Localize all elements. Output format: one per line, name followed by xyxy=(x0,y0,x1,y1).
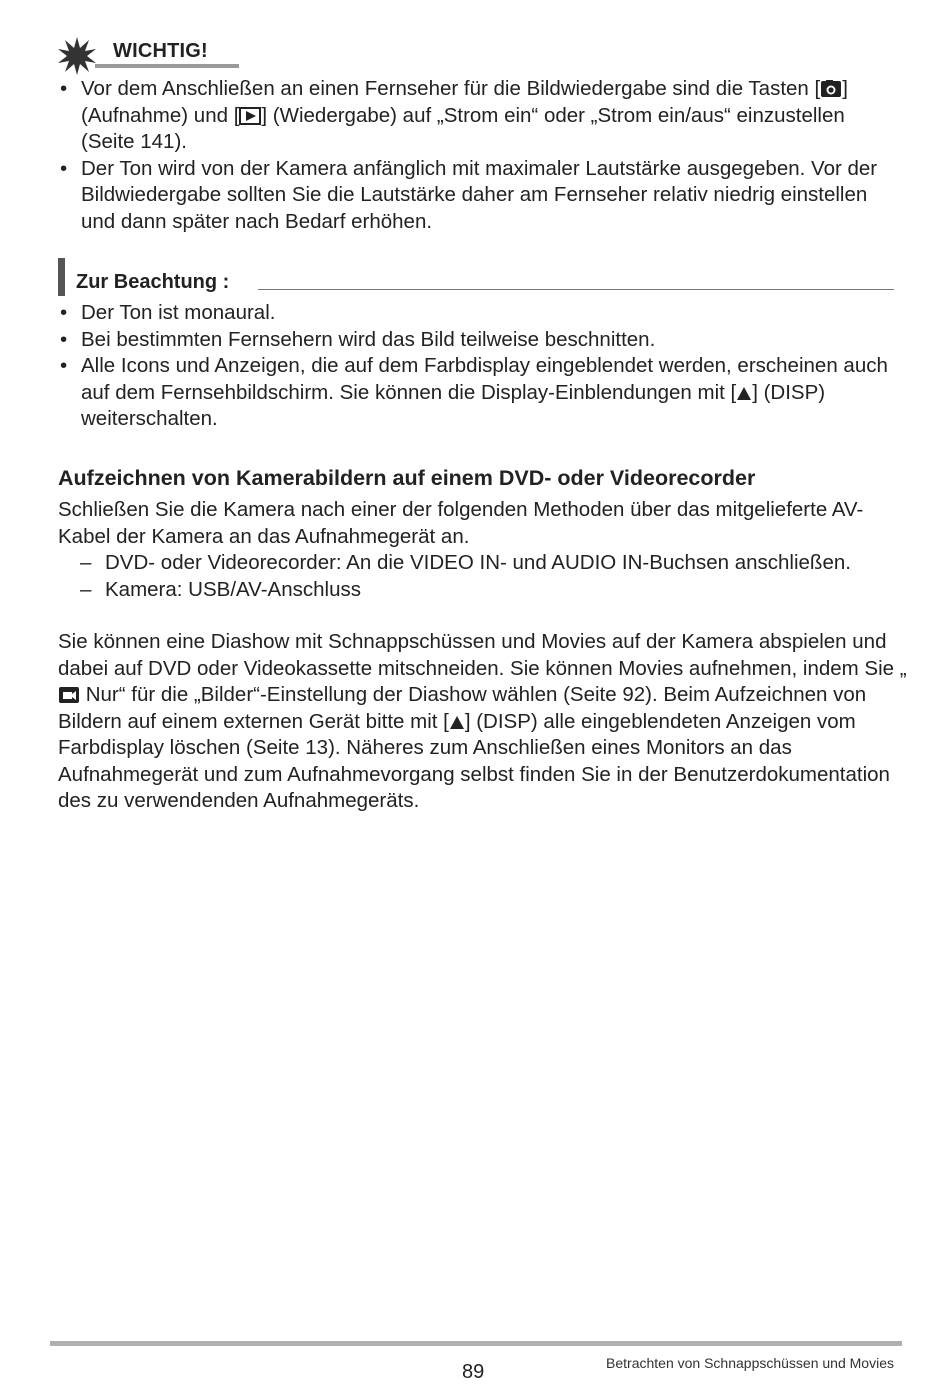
note-rule xyxy=(258,289,894,290)
important-label: WICHTIG! xyxy=(113,40,208,62)
list-item-text: Der Ton ist monaural. xyxy=(81,301,276,324)
footer-rule xyxy=(50,1341,902,1346)
list-item xyxy=(58,353,898,433)
note-list xyxy=(58,300,898,433)
list-item-text: ] (Wiedergabe) auf „Strom ein“ oder „Strom ein/aus“ einzustellen (Seite 141). xyxy=(81,103,845,153)
body-text: Sie können eine Diashow mit Schnappschüssen und Movies auf der Kamera abspielen und dabei auf DVD oder Videokassette mitschneiden. Sie können Movies aufnehmen, indem Sie „ xyxy=(58,630,907,680)
dash-mark: – xyxy=(80,551,92,574)
section-heading: Aufzeichnen von Kamerabildern auf einem DVD- oder Videorecorder xyxy=(58,466,756,490)
list-item-text: Kamera: USB/AV-Anschluss xyxy=(105,577,361,601)
important-list xyxy=(58,76,898,235)
list-item-text: DVD- oder Videorecorder: An die VIDEO IN- und AUDIO IN-Buchsen anschließen. xyxy=(105,551,851,574)
section-intro: Schließen Sie die Kamera nach einer der folgenden Methoden über das mitgelieferte AV-Kabel der Kamera an das Aufnahmegerät an. xyxy=(58,498,864,548)
important-underline xyxy=(95,64,239,68)
list-item xyxy=(58,300,898,327)
movie-icon xyxy=(58,686,80,704)
important-notice-header xyxy=(57,36,239,72)
section-body xyxy=(58,629,908,815)
list-item-text: Der Ton wird von der Kamera anfänglich mit maximaler Lautstärke ausgegeben. Vor der Bildwiedergabe sollten Sie die Lautstärke daher am Fernseher relativ niedrig einstellen und dann später nach Bedarf erhöhen. xyxy=(81,156,878,233)
bullet: • xyxy=(60,301,68,324)
note-bar xyxy=(58,258,65,296)
camera-icon xyxy=(820,80,842,98)
burst-icon xyxy=(57,36,97,76)
list-item-text: Bei bestimmten Fernsehern wird das Bild teilweise beschnitten. xyxy=(81,327,656,351)
list-item-text: Vor dem Anschließen an einen Fernseher für die Bildwiedergabe sind die Tasten [ xyxy=(81,77,821,100)
note-header xyxy=(58,258,894,296)
bullet: • xyxy=(60,77,68,100)
dash-mark: – xyxy=(80,577,92,601)
body-text: ] (DISP) alle eingeblendeten Anzeigen vom Farbdisplay löschen (Seite 13). Näheres zum Anschließen eines Monitors an das Aufnahmegerät und zum Aufnahmevorgang selbst finden Sie in der Benutzerdokumentation des zu verwendenden Aufnahmegeräts. xyxy=(58,709,890,812)
bullet: • xyxy=(60,156,68,180)
list-item xyxy=(58,76,898,156)
chapter-title: Betrachten von Schnappschüssen und Movies xyxy=(606,1355,894,1371)
list-item-text: ] (Aufnahme) und [ xyxy=(81,77,848,127)
page-number: 89 xyxy=(462,1361,485,1383)
list-item xyxy=(80,577,880,604)
list-item xyxy=(58,156,898,236)
bullet: • xyxy=(60,354,68,377)
note-label: Zur Beachtung : xyxy=(76,271,230,293)
list-item-text: Alle Icons und Anzeigen, die auf dem Farbdisplay eingeblendet werden, erscheinen auch auf dem Fernsehbildschirm. Sie können die Display-Einblendungen mit [ xyxy=(81,354,888,404)
list-item-text: ] (DISP) weiterschalten. xyxy=(81,380,826,430)
list-item xyxy=(80,550,880,577)
bullet: • xyxy=(60,327,68,351)
body-text: Nur“ für die „Bilder“-Einstellung der Diashow wählen (Seite 92). Beim Aufzeichnen von Bildern auf einem externen Gerät bitte mit [ xyxy=(58,683,867,733)
connection-list xyxy=(80,550,880,603)
up-triangle-icon xyxy=(449,713,465,731)
list-item xyxy=(58,327,898,354)
play-icon xyxy=(239,107,261,125)
up-triangle-icon xyxy=(736,384,752,402)
